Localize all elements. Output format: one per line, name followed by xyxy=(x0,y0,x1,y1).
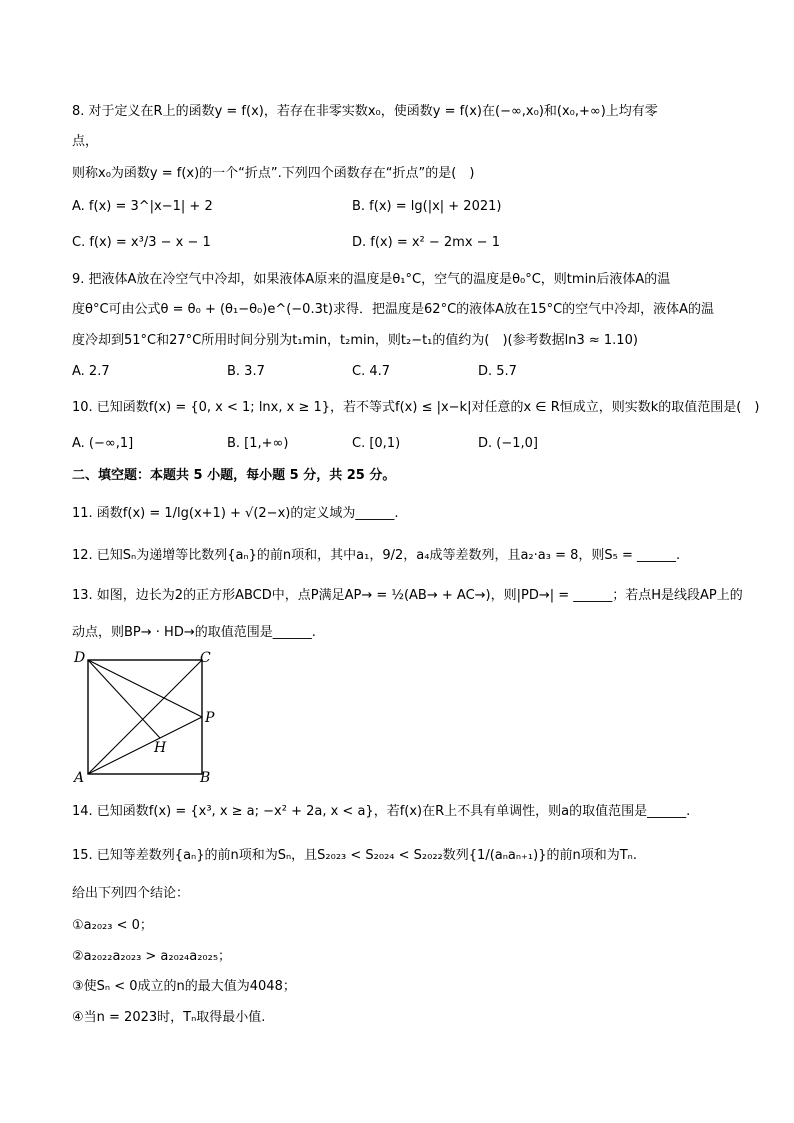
q14-line: 14. 已知函数f(x) = {x³, x ≥ a; −x² + 2a, x < a}，若f(x)在R上不具有单调性，则a的取值范围是______. xyxy=(72,804,691,819)
q8-option-d: D. f(x) = x² − 2mx − 1 xyxy=(352,235,500,250)
q15-conclusion-4: ④当n = 2023时，Tₙ取得最小值. xyxy=(72,1010,266,1025)
q8-option-c: C. f(x) = x³/3 − x − 1 xyxy=(72,235,211,250)
q15-conclusion-2: ②a₂₀₂₂a₂₀₂₃ > a₂₀₂₄a₂₀₂₅； xyxy=(72,949,232,964)
q8-line2: 点， xyxy=(72,134,99,149)
q10-option-d: D. (−1,0] xyxy=(478,436,538,451)
label-d: D xyxy=(74,650,86,666)
q10-option-c: C. [0,1) xyxy=(352,436,401,451)
q8-option-a: A. f(x) = 3^|x−1| + 2 xyxy=(72,199,213,214)
label-b: B xyxy=(200,770,211,786)
q15-line2: 给出下列四个结论： xyxy=(72,886,190,901)
q15-conclusion-3: ③使Sₙ < 0成立的n的最大值为4048； xyxy=(72,979,296,994)
q12-line: 12. 已知Sₙ为递增等比数列{aₙ}的前n项和，其中a₁，9/2，a₄成等差数列，且a₂·a₃ = 8，则S₅ = ______. xyxy=(72,548,681,563)
q15-line1: 15. 已知等差数列{aₙ}的前n项和为Sₙ，且S₂₀₂₃ < S₂₀₂₄ < S₂₀₂₂数列{1/(aₙaₙ₊₁)}的前n项和为Tₙ. xyxy=(72,848,637,863)
label-h: H xyxy=(154,740,167,756)
q9-option-d: D. 5.7 xyxy=(478,364,517,379)
square-figure xyxy=(72,648,222,786)
label-p: P xyxy=(205,710,215,726)
q10-line1: 10. 已知函数f(x) = {0, x < 1; lnx, x ≥ 1}，若不等式f(x) ≤ |x−k|对任意的x ∈ R恒成立，则实数k的取值范围是( ) xyxy=(72,400,760,415)
q10-option-a: A. (−∞,1] xyxy=(72,436,134,451)
q9-line2: 度θ°C可由公式θ = θ₀ + (θ₁−θ₀)e^(−0.3t)求得．把温度是62°C的液体A放在15°C的空气中冷却，液体A的温 xyxy=(72,302,715,317)
q9-line1: 9. 把液体A放在冷空气中冷却，如果液体A原来的温度是θ₁°C，空气的温度是θ₀°C，则tmin后液体A的温 xyxy=(72,272,671,287)
q9-option-b: B. 3.7 xyxy=(227,364,265,379)
segment-ap xyxy=(88,717,202,774)
section-heading: 二、填空题：本题共 5 小题，每小题 5 分，共 25 分。 xyxy=(72,468,396,483)
q8-option-b: B. f(x) = lg(|x| + 2021) xyxy=(352,199,502,214)
q13-line1: 13. 如图，边长为2的正方形ABCD中，点P满足AP→ = ½(AB→ + AC→)，则|PD→| = ______；若点H是线段AP上的 xyxy=(72,588,743,603)
q8-line3: 则称x₀为函数y = f(x)的一个“折点”.下列四个函数存在“折点”的是( ) xyxy=(72,166,475,181)
q10-option-b: B. [1,+∞) xyxy=(227,436,289,451)
q9-option-a: A. 2.7 xyxy=(72,364,110,379)
q9-option-c: C. 4.7 xyxy=(352,364,391,379)
q11-line: 11. 函数f(x) = 1/lg(x+1) + √(2−x)的定义域为______. xyxy=(72,506,399,521)
q15-conclusion-1: ①a₂₀₂₃ < 0； xyxy=(72,918,153,933)
q8-line1: 8. 对于定义在R上的函数y = f(x)，若存在非零实数x₀，使函数y = f(x)在(−∞,x₀)和(x₀,+∞)上均有零 xyxy=(72,104,658,119)
segment-dp xyxy=(88,660,202,717)
q13-line2: 动点，则BP→ · HD→的取值范围是______. xyxy=(72,625,316,640)
label-a: A xyxy=(74,770,85,786)
q9-line3: 度冷却到51°C和27°C所用时间分别为t₁min，t₂min，则t₂−t₁的值约为( )(参考数据ln3 ≈ 1.10) xyxy=(72,333,638,348)
label-c: C xyxy=(200,650,211,666)
segment-dh xyxy=(88,660,160,738)
segment-ac xyxy=(88,660,202,774)
